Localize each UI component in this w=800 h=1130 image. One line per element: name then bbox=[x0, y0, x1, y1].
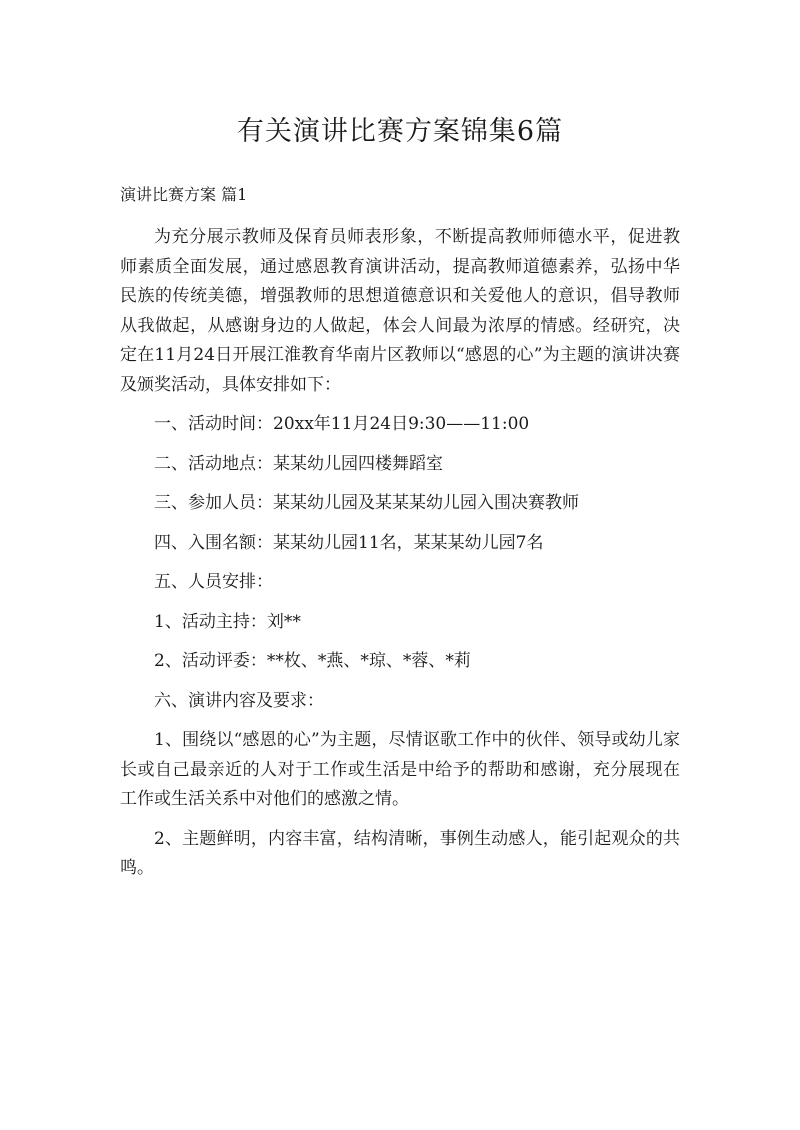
content-requirements: 六、演讲内容及要求： bbox=[154, 690, 324, 711]
activity-time: 一、活动时间：20xx年11月24日9:30——11:00 bbox=[154, 414, 530, 434]
section-heading: 演讲比赛方案 篇1 bbox=[120, 185, 248, 204]
participants: 三、参加人员：某某幼儿园及某某某幼儿园入围决赛教师 bbox=[154, 493, 579, 513]
host: 1、活动主持：刘** bbox=[154, 611, 301, 632]
requirement-2: 2、主题鲜明，内容丰富，结构清晰，事例生动感人，能引起观众的共鸣。 bbox=[120, 828, 680, 878]
staff-arrangement: 五、人员安排： bbox=[154, 572, 273, 592]
document-body bbox=[120, 223, 680, 884]
finalist-quota: 四、入围名额：某某幼儿园11名，某某某幼儿园7名 bbox=[154, 532, 544, 553]
intro-paragraph: 为充分展示教师及保育员师表形象，不断提高教师师德水平，促进教师素质全面发展，通过感恩教育演讲活动，提高教师道德素养，弘扬中华民族的传统美德，增强教师的思想道德意识和关爱他人的意识，倡导教师从我做起，从感谢身边的人做起，体会人间最为浓厚的情感。经研究，决定在11月24日开展江淮教育华南片区教师以“感恩的心”为主题的演讲决赛及颁奖活动，具体安排如下： bbox=[120, 227, 680, 395]
activity-location: 二、活动地点：某某幼儿园四楼舞蹈室 bbox=[154, 453, 443, 474]
judges: 2、活动评委：**枚、*燕、*琼、*蓉、*莉 bbox=[154, 651, 471, 671]
requirement-1: 1、围绕以“感恩的心”为主题，尽情讴歌工作中的伙伴、领导或幼儿家长或自己最亲近的人对于工作或生活是中给予的帮助和感谢，充分展现在工作或生活关系中对他们的感激之情。 bbox=[120, 730, 680, 809]
document-title: 有关演讲比赛方案锦集6篇 bbox=[236, 116, 564, 147]
